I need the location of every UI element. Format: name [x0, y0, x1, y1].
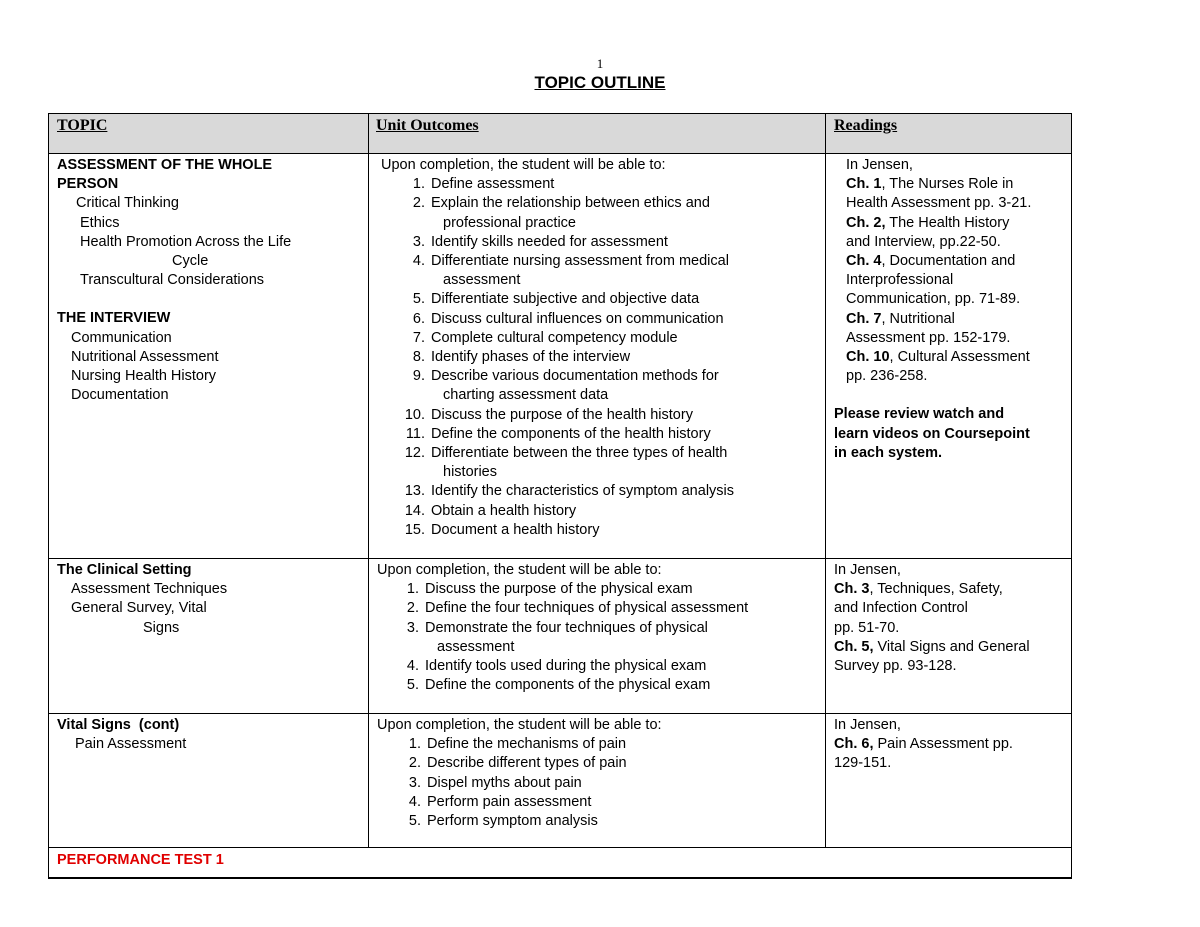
- item-text: Identify skills needed for assessment: [431, 233, 668, 250]
- item-text-cont: assessment: [443, 272, 521, 289]
- item-number: 3.: [408, 774, 421, 791]
- outcomes-intro: Upon completion, the student will be able to:: [377, 717, 662, 733]
- item-text: Describe various documentation methods for: [431, 368, 719, 385]
- outcomes-cell: [369, 714, 826, 848]
- list-item: [381, 348, 825, 367]
- readings-cell: [826, 154, 1072, 559]
- list-item: [377, 793, 825, 812]
- item-number: 12.: [404, 445, 425, 462]
- item-text-cont: assessment: [437, 638, 515, 655]
- item-text: Dispel myths about pain: [427, 774, 582, 791]
- list-item: [377, 619, 825, 657]
- review-note: Please review watch and: [834, 406, 1005, 423]
- item-text: Differentiate nursing assessment from medical: [431, 253, 729, 270]
- topic-sub: Documentation: [71, 387, 169, 404]
- item-text: Identify the characteristics of symptom analysis: [431, 483, 735, 500]
- item-text: Perform symptom analysis: [427, 813, 598, 830]
- reading-text: Health Assessment pp. 3-21.: [846, 195, 1032, 212]
- outcomes-cell: [369, 559, 826, 714]
- item-number: 2.: [406, 600, 419, 617]
- outcomes-list: [377, 580, 825, 695]
- item-number: 5.: [408, 813, 421, 830]
- reading-text: pp. 236-258.: [846, 368, 928, 385]
- reading-text: and Infection Control: [834, 600, 968, 617]
- topic-cell: [49, 714, 369, 848]
- chapter-label: Ch. 6,: [834, 736, 874, 753]
- reading-text: The Health History: [885, 214, 1010, 231]
- item-number: 1.: [412, 176, 425, 193]
- topic-sub: Health Promotion Across the Life: [80, 233, 292, 250]
- outcomes-list: [381, 175, 825, 540]
- item-number: 3.: [412, 233, 425, 250]
- reading-entry: [846, 252, 1071, 271]
- reading-text: , Techniques, Safety,: [869, 581, 1003, 598]
- item-number: 15.: [404, 521, 425, 538]
- readings-intro: In Jensen,: [846, 157, 913, 173]
- list-item: [381, 290, 825, 309]
- reading-entry: [846, 175, 1071, 194]
- item-number: 14.: [404, 502, 425, 519]
- outcomes-intro: Upon completion, the student will be able to:: [381, 157, 666, 173]
- list-item: [381, 482, 825, 501]
- review-note: learn videos on Coursepoint: [834, 425, 1030, 442]
- table-row: [49, 559, 1072, 714]
- list-item: [377, 774, 825, 793]
- reading-text: Interprofessional: [846, 272, 954, 289]
- chapter-label: Ch. 7: [846, 310, 882, 327]
- header-outcomes: Unit Outcomes: [369, 114, 826, 154]
- page-title: TOPIC OUTLINE: [534, 73, 666, 92]
- topic-heading: THE INTERVIEW: [57, 310, 171, 327]
- table-row: [49, 714, 1072, 848]
- item-number: 4.: [406, 658, 419, 675]
- reading-text: Vital Signs and General: [873, 638, 1030, 655]
- item-text: Discuss the purpose of the physical exam: [425, 581, 693, 598]
- topic-sub: Nutritional Assessment: [71, 348, 219, 365]
- topic-sub: Nursing Health History: [71, 368, 217, 385]
- item-number: 7.: [412, 329, 425, 346]
- item-text: Identify tools used during the physical exam: [425, 658, 707, 675]
- topic-outline-table: [48, 113, 1072, 879]
- list-item: [377, 676, 825, 695]
- list-item: [377, 657, 825, 676]
- topic-heading: ASSESSMENT OF THE WHOLE: [57, 157, 273, 173]
- topic-heading: The Clinical Setting: [57, 562, 192, 578]
- readings-cell: [826, 559, 1072, 714]
- item-number: 5.: [406, 677, 419, 694]
- item-number: 4.: [412, 253, 425, 270]
- item-number: 8.: [412, 349, 425, 366]
- list-item: [381, 444, 825, 482]
- header-topic: TOPIC: [49, 114, 369, 154]
- item-text: Differentiate between the three types of health: [431, 445, 728, 462]
- item-number: 9.: [412, 368, 425, 385]
- item-number: 6.: [412, 310, 425, 327]
- topic-sub: Transcultural Considerations: [80, 272, 265, 289]
- item-text: Explain the relationship between ethics and: [431, 195, 710, 212]
- reading-text: Survey pp. 93-128.: [834, 658, 957, 675]
- topic-sub: Communication: [71, 329, 172, 346]
- item-number: 10.: [404, 406, 425, 423]
- list-item: [381, 233, 825, 252]
- item-text: Define assessment: [431, 176, 555, 193]
- item-number: 1.: [408, 736, 421, 753]
- list-item: [377, 812, 825, 831]
- item-text: Demonstrate the four techniques of physical: [425, 619, 708, 636]
- reading-entry: [834, 638, 1071, 657]
- reading-text: and Interview, pp.22-50.: [846, 233, 1001, 250]
- readings-intro: In Jensen,: [834, 717, 901, 733]
- topic-sub: Critical Thinking: [76, 195, 179, 212]
- item-text: Discuss the purpose of the health history: [431, 406, 693, 423]
- chapter-label: Ch. 2,: [846, 214, 886, 231]
- item-text: Describe different types of pain: [427, 755, 627, 772]
- list-item: [381, 521, 825, 540]
- list-item: [381, 194, 825, 232]
- reading-text: , Documentation and: [881, 253, 1016, 270]
- list-item: [377, 735, 825, 754]
- item-text: Define the components of the health history: [431, 425, 711, 442]
- item-text-cont: histories: [443, 464, 497, 481]
- topic-sub: General Survey, Vital: [71, 600, 207, 617]
- list-item: [381, 252, 825, 290]
- readings-intro: In Jensen,: [834, 562, 901, 578]
- item-number: 5.: [412, 291, 425, 308]
- item-text: Discuss cultural influences on communication: [431, 310, 724, 327]
- list-item: [381, 502, 825, 521]
- list-item: [381, 310, 825, 329]
- table-row: [49, 154, 1072, 559]
- reading-entry: [846, 310, 1071, 329]
- page-number: 1: [596, 56, 604, 71]
- reading-text: , Nutritional: [881, 310, 955, 327]
- item-number: 3.: [406, 619, 419, 636]
- list-item: [377, 754, 825, 773]
- item-text-cont: charting assessment data: [443, 387, 609, 404]
- item-number: 1.: [406, 581, 419, 598]
- chapter-label: Ch. 1: [846, 176, 882, 193]
- chapter-label: Ch. 4: [846, 253, 882, 270]
- topic-heading: Vital Signs (cont): [57, 717, 180, 733]
- reading-text: 129-151.: [834, 755, 892, 772]
- topic-sub: Cycle: [172, 253, 209, 270]
- list-item: [377, 599, 825, 618]
- chapter-label: Ch. 10: [846, 349, 890, 366]
- reading-text: Assessment pp. 152-179.: [846, 329, 1011, 346]
- item-text: Define the four techniques of physical assessment: [425, 600, 749, 617]
- reading-text: , Cultural Assessment: [889, 349, 1030, 366]
- item-text: Identify phases of the interview: [431, 349, 631, 366]
- item-text: Define the components of the physical exam: [425, 677, 711, 694]
- review-note: in each system.: [834, 444, 942, 461]
- list-item: [377, 580, 825, 599]
- list-item: [381, 406, 825, 425]
- reading-entry: [846, 214, 1071, 233]
- reading-text: , The Nurses Role in: [881, 176, 1014, 193]
- topic-heading: PERSON: [57, 176, 119, 193]
- item-number: 11.: [405, 425, 425, 442]
- header-row: [49, 114, 1072, 154]
- topic-sub: Signs: [143, 619, 180, 636]
- chapter-label: Ch. 5,: [834, 638, 874, 655]
- item-text-cont: professional practice: [443, 214, 576, 231]
- reading-text: pp. 51-70.: [834, 619, 900, 636]
- item-number: 2.: [408, 755, 421, 772]
- topic-sub: Pain Assessment: [75, 736, 187, 753]
- list-item: [381, 367, 825, 405]
- item-number: 4.: [408, 793, 421, 810]
- chapter-label: Ch. 3: [834, 581, 870, 598]
- readings-cell: [826, 714, 1072, 848]
- topic-sub: Ethics: [80, 214, 120, 231]
- reading-entry: [834, 580, 1071, 599]
- outcomes-list: [377, 735, 825, 831]
- item-text: Document a health history: [431, 521, 600, 538]
- item-text: Complete cultural competency module: [431, 329, 678, 346]
- list-item: [381, 425, 825, 444]
- performance-test-label: PERFORMANCE TEST 1: [49, 848, 1072, 878]
- outcomes-cell: [369, 154, 826, 559]
- item-number: 13.: [404, 483, 425, 500]
- item-text: Obtain a health history: [431, 502, 577, 519]
- item-text: Differentiate subjective and objective data: [431, 291, 700, 308]
- reading-text: Pain Assessment pp.: [873, 736, 1013, 753]
- item-text: Define the mechanisms of pain: [427, 736, 627, 753]
- item-number: 2.: [412, 195, 425, 212]
- topic-sub: Assessment Techniques: [71, 581, 228, 598]
- item-text: Perform pain assessment: [427, 793, 592, 810]
- topic-cell: [49, 154, 369, 559]
- list-item: [381, 329, 825, 348]
- topic-cell: [49, 559, 369, 714]
- list-item: [381, 175, 825, 194]
- reading-entry: [834, 735, 1071, 754]
- reading-entry: [846, 348, 1071, 367]
- header-readings: Readings: [826, 114, 1072, 154]
- table-row: [49, 848, 1072, 878]
- outcomes-intro: Upon completion, the student will be able to:: [377, 562, 662, 578]
- reading-text: Communication, pp. 71-89.: [846, 291, 1021, 308]
